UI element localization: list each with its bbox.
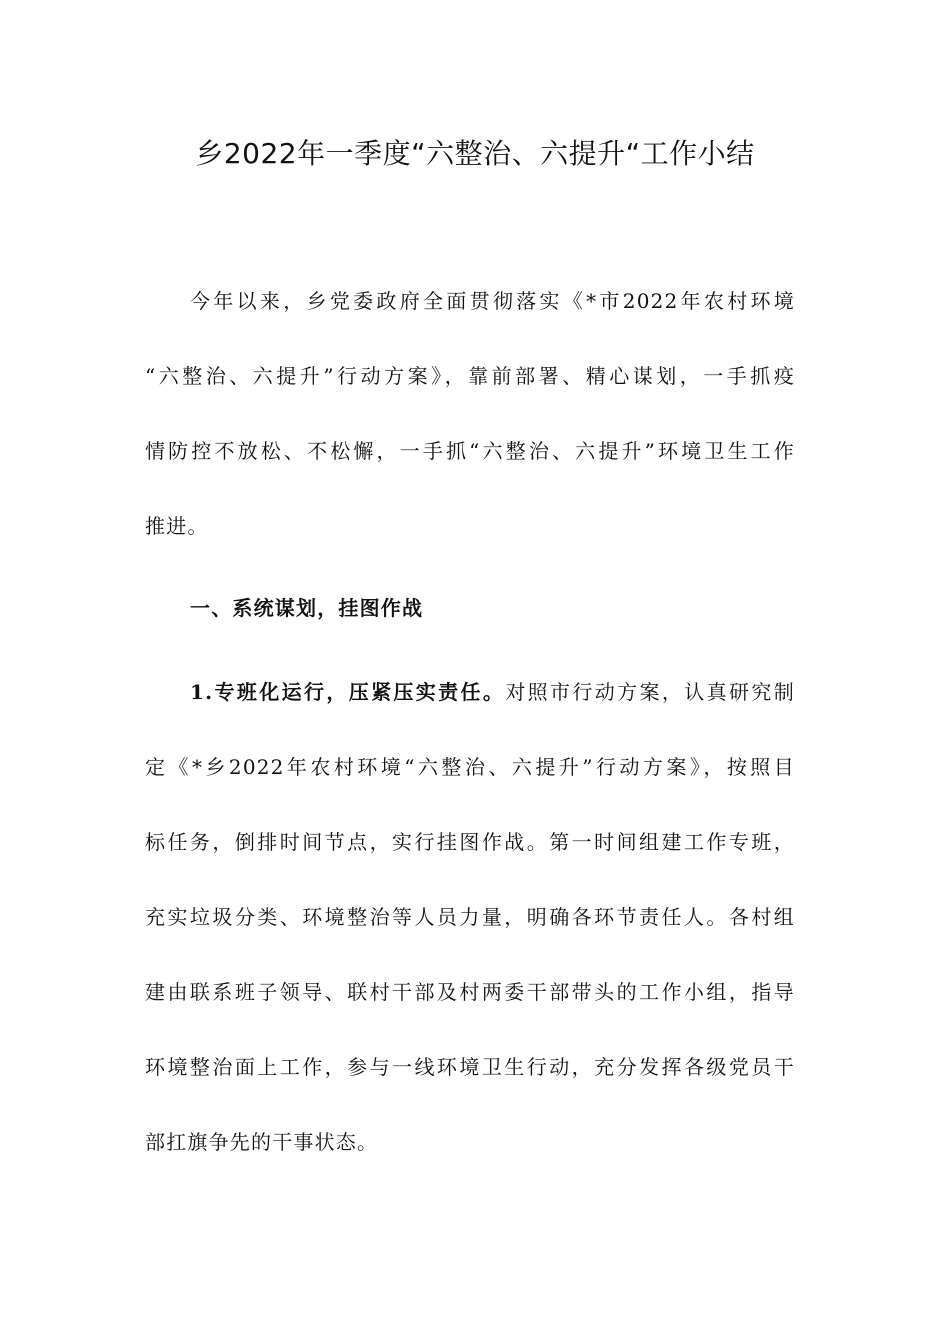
section-heading: 一、系统谋划，挂图作战 [190,596,424,620]
document-title: 乡2022年一季度“六整治、六提升“工作小结 [195,137,755,170]
item-line: 充实垃圾分类、环境整治等人员力量，明确各环节责任人。各村组 [145,905,795,929]
item-first-line [145,677,795,752]
item-line: 标任务，倒排时间节点，实行挂图作战。第一时间组建工作专班， [145,830,795,854]
item-lead: 1.专班化运行，压紧压实责任。 [190,680,506,704]
item-line: 定《*乡2022年农村环境“六整治、六提升”行动方案》，按照目 [145,755,795,779]
item-first-line-text: 对照市行动方案，认真研究制 [505,680,795,704]
intro-line: 推进。 [145,514,209,538]
item-line: 建由联系班子领导、联村干部及村两委干部带头的工作小组，指导 [145,980,795,1004]
intro-line: 今年以来，乡党委政府全面贯彻落实《*市2022年农村环境 [190,289,795,313]
intro-line: 情防控不放松、不松懈，一手抓“六整治、六提升”环境卫生工作 [145,439,795,463]
item-paragraph [145,677,795,1202]
item-line: 环境整治面上工作，参与一线环境卫生行动，充分发挥各级党员干 [145,1055,795,1079]
intro-line: “六整治、六提升”行动方案》，靠前部署、精心谋划，一手抓疫 [145,364,795,388]
item-line: 部扛旗争先的干事状态。 [145,1130,379,1154]
intro-paragraph [145,286,795,586]
